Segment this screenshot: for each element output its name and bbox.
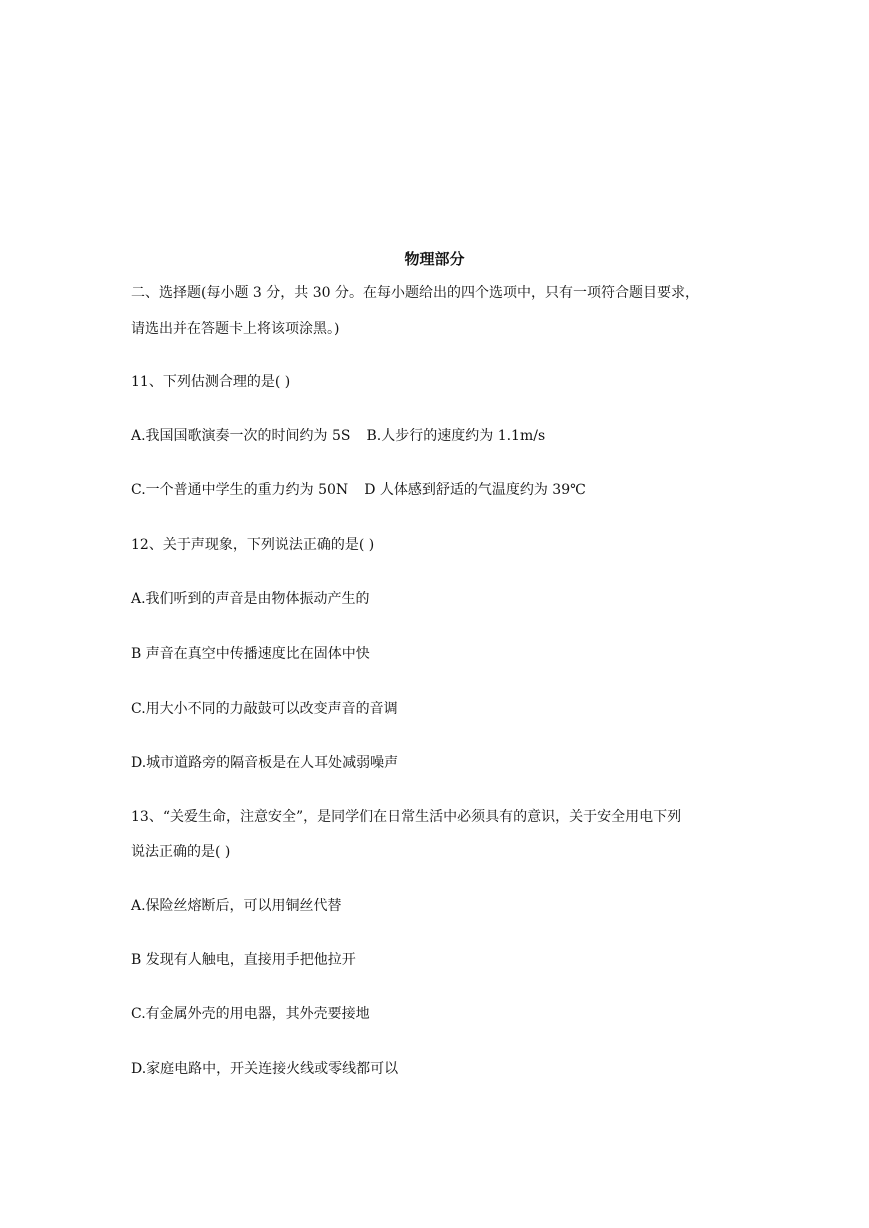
instructions-line-1: 二、选择题(每小题 3 分，共 30 分。在每小题给出的四个选项中，只有一项符合题目要求， — [131, 285, 699, 301]
question-12-option-a: A.我们听到的声音是由物体振动产生的 — [131, 591, 370, 607]
question-13-option-c: C.有金属外壳的用电器，其外壳要接地 — [131, 1006, 370, 1022]
instructions-line-2: 请选出并在答题卡上将该项涂黑。) — [131, 321, 340, 337]
question-11-options-row-2 — [131, 481, 586, 499]
question-12-option-b: B 声音在真空中传播速度比在固体中快 — [131, 646, 370, 662]
question-12-option-d: D.城市道路旁的隔音板是在人耳处减弱噪声 — [131, 755, 399, 771]
question-11-option-c: C.一个普通中学生的重力约为 50N — [131, 482, 349, 498]
question-11-option-a: A.我国国歌演奏一次的时间约为 5S — [131, 428, 351, 444]
question-13-stem-line-2: 说法正确的是( ) — [131, 844, 231, 860]
question-12-option-c: C.用大小不同的力敲鼓可以改变声音的音调 — [131, 701, 398, 717]
question-12-stem: 12、关于声现象，下列说法正确的是( ) — [131, 537, 375, 553]
question-13-option-a: A.保险丝熔断后，可以用铜丝代替 — [131, 898, 342, 914]
question-13-option-d: D.家庭电路中，开关连接火线或零线都可以 — [131, 1061, 399, 1077]
question-13-stem-line-1: 13、“关爱生命，注意安全”，是同学们在日常生活中必须具有的意识，关于安全用电下列 — [131, 809, 682, 825]
question-13-option-b: B 发现有人触电，直接用手把他拉开 — [131, 952, 356, 968]
question-11-option-d: D 人体感到舒适的气温度约为 39℃ — [364, 482, 586, 498]
question-11-stem: 11、下列估测合理的是( ) — [131, 374, 291, 390]
question-11-option-b: B.人步行的速度约为 1.1m/s — [366, 428, 546, 444]
question-11-options-row-1 — [131, 427, 545, 445]
section-title: 物理部分 — [404, 250, 465, 268]
